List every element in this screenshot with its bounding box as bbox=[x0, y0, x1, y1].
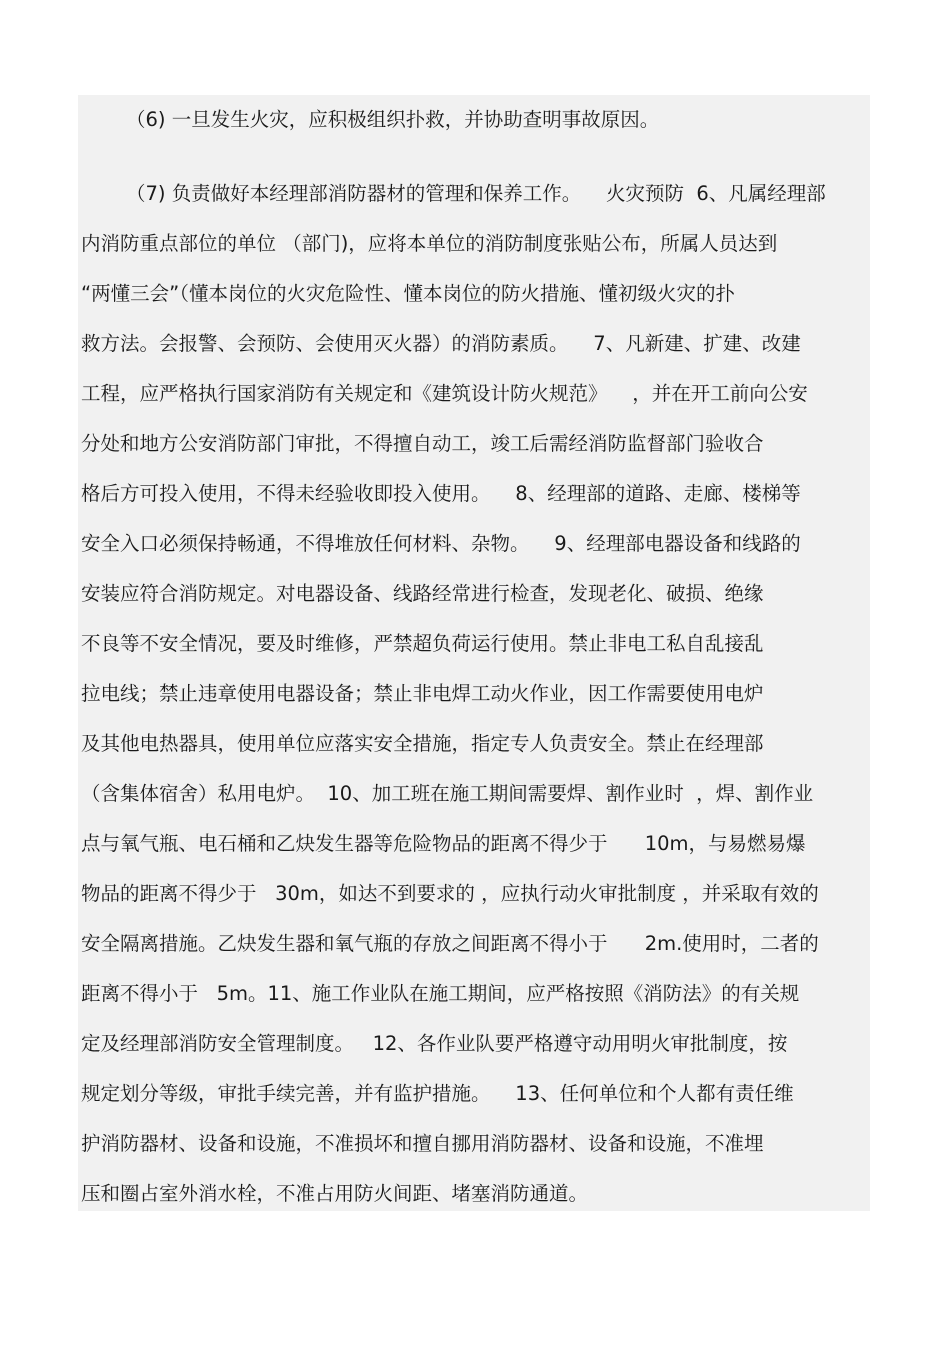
paragraph-2-line: 定及经理部消防安全管理制度。 12、各作业队要严格遵守动用明火审批制度，按 bbox=[81, 1032, 788, 1055]
paragraph-2-line: 点与氧气瓶、电石桶和乙炔发生器等危险物品的距离不得少于 10m，与易燃易爆 bbox=[81, 832, 806, 855]
paragraph-2-line: （含集体宿舍）私用电炉。 10、加工班在施工期间需要焊、割作业时 ，焊、割作业 bbox=[81, 782, 814, 805]
paragraph-2-line: 规定划分等级，审批手续完善，并有监护措施。 13、任何单位和个人都有责任维 bbox=[81, 1082, 794, 1105]
paragraph-2-line: 安全隔离措施。乙炔发生器和氧气瓶的存放之间距离不得小于 2m.使用时，二者的 bbox=[81, 932, 819, 955]
paragraph-2-line: 及其他电热器具，使用单位应落实安全措施，指定专人负责安全。禁止在经理部 bbox=[81, 732, 764, 755]
paragraph-2-line: 压和圈占室外消水栓，不准占用防火间距、堵塞消防通道。 bbox=[81, 1182, 589, 1205]
paragraph-2-line: 分处和地方公安消防部门审批，不得擅自动工，竣工后需经消防监督部门验收合 bbox=[81, 432, 764, 455]
paragraph-2-line: 拉电线；禁止违章使用电器设备；禁止非电焊工动火作业，因工作需要使用电炉 bbox=[81, 682, 764, 705]
paragraph-2-line: 不良等不安全情况，要及时维修，严禁超负荷运行使用。禁止非电工私自乱接乱 bbox=[81, 632, 764, 655]
paragraph-2-line: 护消防器材、设备和设施，不准损坏和擅自挪用消防器材、设备和设施，不准埋 bbox=[81, 1132, 764, 1155]
paragraph-2-line: 距离不得小于 5m。11、施工作业队在施工期间，应严格按照《消防法》的有关规 bbox=[81, 982, 800, 1005]
paragraph-2-line: 安全入口必须保持畅通，不得堆放任何材料、杂物。 9、经理部电器设备和线路的 bbox=[81, 532, 801, 555]
paragraph-2-line: 内消防重点部位的单位 （部门)，应将本单位的消防制度张贴公布，所属人员达到 bbox=[81, 232, 778, 255]
paragraph-fire-response bbox=[78, 95, 870, 145]
paragraph-2-line: 物品的距离不得少于 30m，如达不到要求的 ，应执行动火审批制度 ，并采取有效的 bbox=[81, 882, 819, 905]
paragraph-2-line: （7) 负责做好本经理部消防器材的管理和保养工作。 火灾预防 6、凡属经理部 bbox=[126, 182, 826, 205]
paragraph-2-line: 安装应符合消防规定。对电器设备、线路经常进行检查，发现老化、破损、绝缘 bbox=[81, 582, 764, 605]
paragraph-2-line: 救方法。会报警、会预防、会使用灭火器）的消防素质。 7、凡新建、扩建、改建 bbox=[81, 332, 801, 355]
paragraph-1-line: （6) 一旦发生火灾，应积极组织扑救，并协助查明事故原因。 bbox=[126, 108, 660, 131]
paragraph-2-line: “两懂三会”（懂本岗位的火灾危险性、懂本岗位的防火措施、懂初级火灾的扑 bbox=[81, 282, 735, 305]
paragraph-fire-prevention bbox=[78, 169, 870, 1219]
paragraph-2-line: 工程，应严格执行国家消防有关规定和《建筑设计防火规范》 ，并在开工前向公安 bbox=[81, 382, 808, 405]
paragraph-2-line: 格后方可投入使用，不得未经验收即投入使用。 8、经理部的道路、走廊、楼梯等 bbox=[81, 482, 801, 505]
document-page bbox=[78, 95, 870, 1211]
